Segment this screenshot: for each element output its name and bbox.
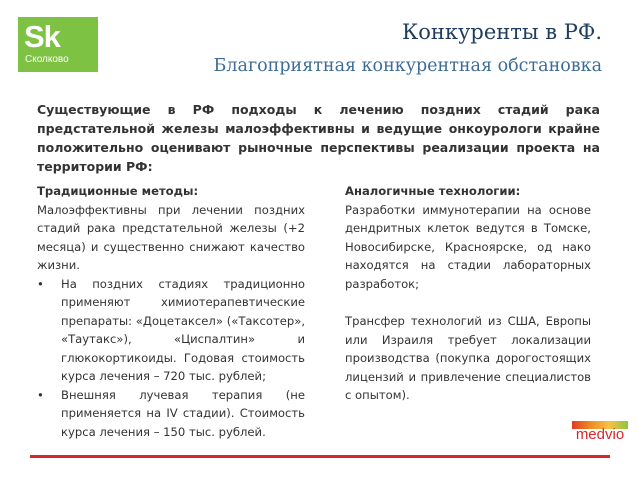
traditional-methods-column xyxy=(37,182,305,441)
analog-technologies-paragraph-2: Трансфер технологий из США, Европы или Израиля требует локализации производства (покупка дорогостоящих лицензий и привлечение специалистов с опытом). xyxy=(345,314,591,402)
slide-title: Конкуренты в РФ. xyxy=(402,20,602,44)
traditional-methods-list xyxy=(37,275,305,442)
logo-name: Сколково xyxy=(25,54,69,65)
medvio-logo-text: medvio xyxy=(575,426,625,443)
paragraph-gap xyxy=(345,293,591,312)
list-item: • Внешняя лучевая терапия (не применяется на IV стадии). Стоимость курса лечения – 150 тыс. рублей. xyxy=(37,386,305,442)
footer-divider xyxy=(30,455,610,458)
slide-subtitle: Благоприятная конкурентная обстановка xyxy=(213,56,602,76)
list-item: • На поздних стадиях традиционно применяют химиотерапевтические препараты: «Доцетаксел» («Таксотер», «Таутакс»), «Циспалтин» и глюкокортикоиды. Годовая стоимость курса лечения – 720 тыс. рублей; xyxy=(37,275,305,386)
traditional-methods-heading: Традиционные методы: xyxy=(37,184,199,198)
analog-technologies-heading: Аналогичные технологии: xyxy=(345,184,521,198)
traditional-methods-paragraph: Малоэффективны при лечении поздних стадий рака предстательной железы (+2 месяца) и существенно снижают качество жизни. xyxy=(37,202,305,272)
analog-technologies-paragraph-1: Разработки иммунотерапии на основе дендритных клеток ведутся в Томске, Новосибирске, Красноярске, од нако находятся на стадии лабораторных разработок; xyxy=(345,202,591,291)
analog-technologies-column xyxy=(345,182,591,405)
medvio-logo xyxy=(572,421,628,445)
skolkovo-logo xyxy=(18,17,98,72)
logo-mark: Sk xyxy=(24,19,60,54)
intro-text: Существующие в РФ подходы к лечению поздних стадий рака предстательной железы малоэффективны и ведущие онкоурологи крайне положительно оценивают рыночные перспективы реализации проекта на территории РФ: xyxy=(37,102,600,174)
